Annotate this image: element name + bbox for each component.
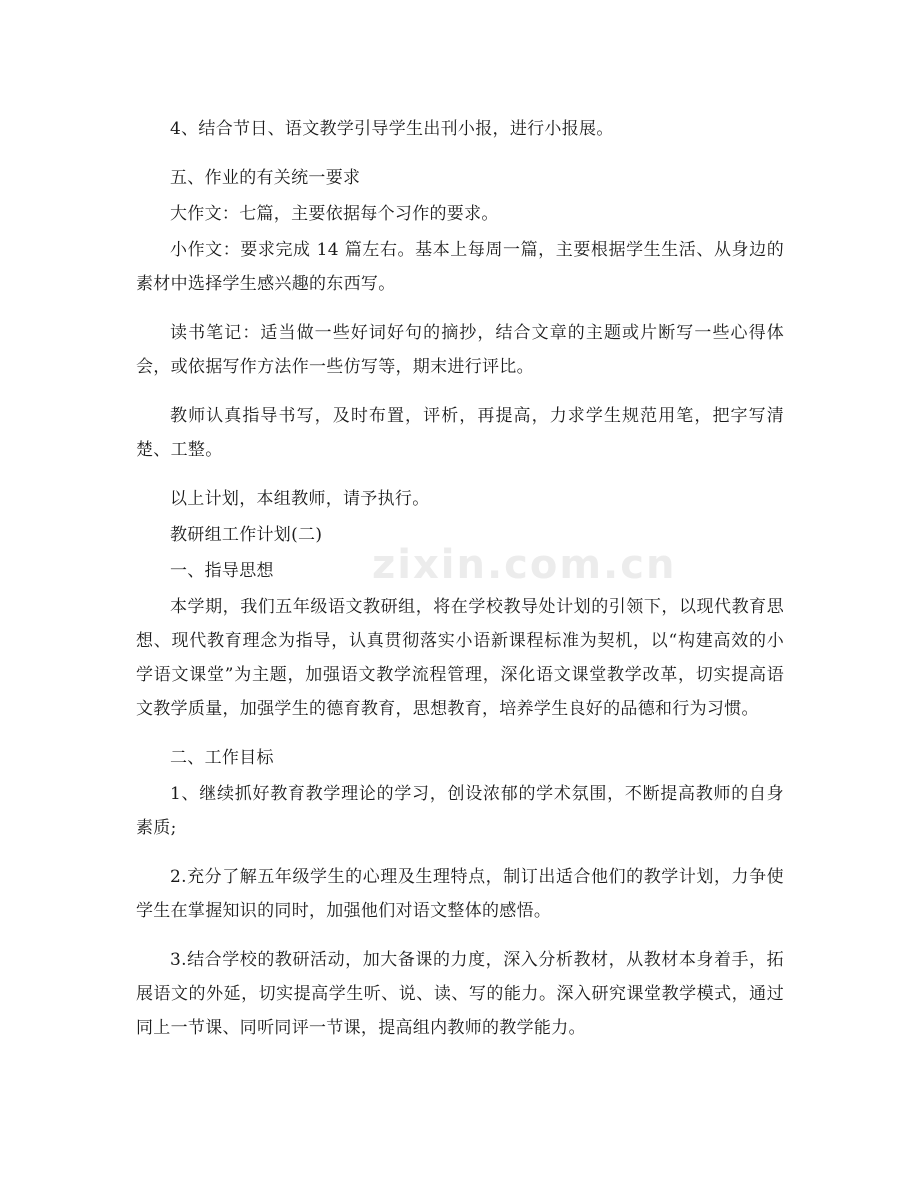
- paragraph-goal-2: 2.充分了解五年级学生的心理及生理特点，制订出适合他们的教学计划，力争使学生在掌握知识的同时，加强他们对语文整体的感悟。: [136, 867, 784, 921]
- section-title-plan-two: 教研组工作计划(二): [170, 525, 323, 545]
- paragraph-small-composition: 小作文：要求完成 14 篇左右。基本上每周一篇，主要根据学生生活、从身边的素材中选择学生感兴趣的东西写。: [136, 240, 784, 294]
- paragraph-closing: 以上计划，本组教师，请予执行。: [170, 489, 430, 509]
- paragraph-guiding-ideology: 本学期，我们五年级语文教研组，将在学校教导处计划的引领下，以现代教育思想、现代教育理念为指导，认真贯彻落实小语新课程标准为契机，以“构建高效的小学语文课堂”为主题，加强语文教学流程管理，深化语文课堂教学改革，切实提高语文教学质量，加强学生的德育教育，思想教育，培养学生良好的品德和行为习惯。: [136, 597, 784, 719]
- paragraph-big-composition: 大作文：七篇，主要依据每个习作的要求。: [170, 204, 499, 224]
- paragraph-goal-3: 3.结合学校的教研活动，加大备课的力度，深入分析教材，从教材本身着手，拓展语文的外延，切实提高学生听、说、读、写的能力。深入研究课堂教学模式，通过同上一节课、同听同评一节课，提高组内教师的教学能力。: [136, 950, 784, 1038]
- heading-guiding-ideology: 一、指导思想: [170, 561, 274, 581]
- paragraph-festival-newspaper: 4、结合节日、语文教学引导学生出刊小报，进行小报展。: [170, 119, 614, 139]
- heading-homework-requirements: 五、作业的有关统一要求: [170, 168, 361, 188]
- paragraph-goal-1: 1、继续抓好教育教学理论的学习，创设浓郁的学术氛围，不断提高教师的自身素质;: [136, 784, 784, 838]
- document-page: [136, 112, 784, 1060]
- paragraph-handwriting: 教师认真指导书写，及时布置，评析，再提高，力求学生规范用笔，把字写清楚、工整。: [136, 406, 784, 460]
- paragraph-reading-notes: 读书笔记：适当做一些好词好句的摘抄，结合文章的主题或片断写一些心得体会，或依据写作方法作一些仿写等，期末进行评比。: [136, 323, 784, 377]
- watermark-text: zixin.com.cn: [372, 542, 677, 588]
- heading-work-goals: 二、工作目标: [170, 748, 274, 768]
